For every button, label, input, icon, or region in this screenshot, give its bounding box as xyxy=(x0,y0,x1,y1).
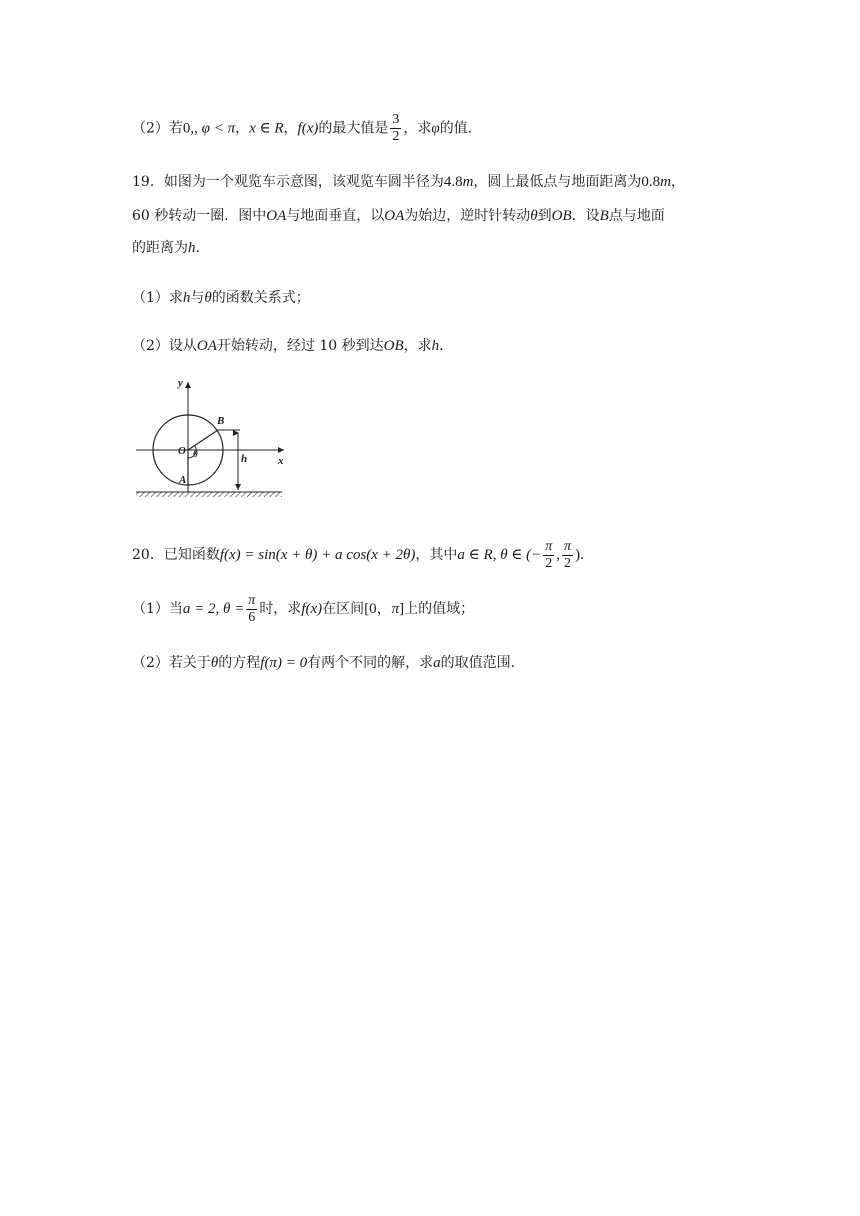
q18-cond-c: x ∈ R xyxy=(249,120,284,137)
ferris-wheel-svg xyxy=(132,374,302,504)
q20-part2-var-a: a xyxy=(433,655,441,671)
q19-part1-text-c: 的函数关系式； xyxy=(211,290,310,306)
q18-sep1: ， xyxy=(235,120,250,137)
q20-stem-text-a: 20．已知函数 xyxy=(132,547,220,563)
label-theta: θ xyxy=(193,449,198,459)
q18-text-mid: 的最大值是 xyxy=(318,120,389,137)
q20-part1-condition: a = 2, θ = xyxy=(182,601,245,617)
q20-stem-text-b: ，其中 xyxy=(415,547,458,563)
q19-part2-text-c: ，求 xyxy=(403,338,432,354)
q19-part2-text-b: 开始转动，经过 10 秒到达 xyxy=(216,338,384,354)
ground-hatch xyxy=(136,492,282,497)
q19-line3-text-b: . xyxy=(195,240,200,256)
q20-part1-text-d: 上的值域； xyxy=(404,601,475,617)
q19-part1-text-a: （1）求 xyxy=(132,290,183,306)
q19-part1-h: h xyxy=(182,290,191,306)
label-y: y xyxy=(178,377,183,389)
q18-phi: φ xyxy=(431,120,440,137)
q20-part2-equation: f(π) = 0 xyxy=(260,655,308,671)
label-x: x xyxy=(278,455,284,467)
label-b: B xyxy=(217,415,225,427)
q18-fraction xyxy=(390,112,401,145)
q19-part1-text-b: 与 xyxy=(190,290,205,306)
q19-line2-text-d: 到 xyxy=(537,208,552,224)
q19-radius-value: 4.8 xyxy=(443,174,463,190)
q19-line2-text-f: 点与地面 xyxy=(608,208,665,224)
q20-part1-frac-num: π xyxy=(248,592,256,608)
q19-distance-value: 0.8 xyxy=(641,174,661,190)
label-o: O xyxy=(178,445,186,457)
q20-part1-text-c: 在区间 xyxy=(322,601,365,617)
q19-part2-text-d: . xyxy=(439,338,444,354)
q20-part2 xyxy=(132,653,515,673)
q20-interval-close: ] xyxy=(399,601,405,617)
q19-part2 xyxy=(132,336,444,356)
q18-text-end: 的值. xyxy=(439,120,473,137)
q20-part1-frac xyxy=(246,593,257,626)
q19-line1-text-c: ， xyxy=(671,174,686,190)
q19-radius-unit: m xyxy=(462,174,474,190)
q19-oa-2: OA xyxy=(384,208,405,224)
q18-cond-b: φ < π xyxy=(201,120,236,137)
q20-part2-text-a: （2）若关于 xyxy=(132,655,211,671)
q20-function: f(x) = sin(x + θ) + a cos(x + 2θ) xyxy=(219,547,416,563)
ferris-wheel-figure xyxy=(132,374,302,504)
q19-line3-text-a: 的距离为 xyxy=(132,240,188,256)
q19-line2-text-c: 为始边，逆时针转动 xyxy=(404,208,531,224)
q20-close-paren: ) xyxy=(575,547,581,563)
q20-frac1-den: 2 xyxy=(545,555,553,571)
q20-part1-text-a: （1）当 xyxy=(132,601,183,617)
q20-frac2-num: π xyxy=(564,538,572,554)
q20-part2-text-c: 有两个不同的解，求 xyxy=(307,655,434,671)
q18-frac-num: 3 xyxy=(392,112,400,127)
q18-text-after: ，求 xyxy=(403,120,432,137)
q19-line1-text-a: 19．如图为一个观览车示意图，该观览车圆半径为 xyxy=(132,174,444,190)
label-h: h xyxy=(241,453,248,465)
q18-func: f(x) xyxy=(297,120,319,137)
q19-ob-1: OB xyxy=(551,208,572,224)
q19-part2-oa: OA xyxy=(196,338,217,354)
q20-frac-1 xyxy=(543,539,554,572)
q20-interval-pi: π xyxy=(391,601,400,617)
q18-part2-line xyxy=(132,112,472,145)
q19-line2-text-e: ．设 xyxy=(571,208,600,224)
q19-part2-h: h xyxy=(431,338,440,354)
q20-part2-text-b: 的方程 xyxy=(218,655,261,671)
q20-stem-end: . xyxy=(580,547,584,563)
q20-part2-theta: θ xyxy=(210,655,219,671)
q19-line2-text-a: 60 秒转动一圈．图中 xyxy=(132,208,267,224)
q20-part1 xyxy=(132,592,474,626)
q19-line1-text-b: ，圆上最低点与地面距离为 xyxy=(473,174,642,190)
q20-part1-func: f(x) xyxy=(301,601,323,617)
q19-part1-theta: θ xyxy=(204,290,212,306)
q20-condition: a ∈ R, θ ∈ (− xyxy=(457,547,542,563)
q19-oa-1: OA xyxy=(266,208,287,224)
q19-line1 xyxy=(132,172,685,192)
q20-frac1-num: π xyxy=(545,538,553,554)
q19-distance-unit: m xyxy=(660,174,672,190)
q19-line3 xyxy=(132,238,200,258)
q20-interval-open: [0， xyxy=(364,601,392,617)
q19-theta-1: θ xyxy=(530,208,538,224)
radius-ob xyxy=(188,430,218,450)
label-a: A xyxy=(179,474,187,486)
q18-frac-den: 2 xyxy=(392,129,400,144)
q20-part2-text-d: 的取值范围. xyxy=(440,655,516,671)
q20-stem xyxy=(132,538,584,572)
q20-part1-text-b: 时，求 xyxy=(259,601,302,617)
q20-frac2-den: 2 xyxy=(564,555,572,571)
q20-comma: , xyxy=(556,547,561,563)
q20-frac-2 xyxy=(562,539,573,572)
q19-line2 xyxy=(132,206,665,226)
q19-part2-ob: OB xyxy=(383,338,404,354)
q19-line2-text-b: 与地面垂直，以 xyxy=(286,208,385,224)
q18-sep2: ， xyxy=(283,120,298,137)
q19-h-1: h xyxy=(188,240,196,256)
q19-point-b: B xyxy=(599,208,609,224)
q19-part1 xyxy=(132,288,310,308)
q18-part2-label: （2）若 xyxy=(132,120,183,137)
q19-part2-text-a: （2）设从 xyxy=(132,338,197,354)
q18-cond-a: 0,, xyxy=(182,120,202,137)
q20-part1-frac-den: 6 xyxy=(248,609,256,625)
